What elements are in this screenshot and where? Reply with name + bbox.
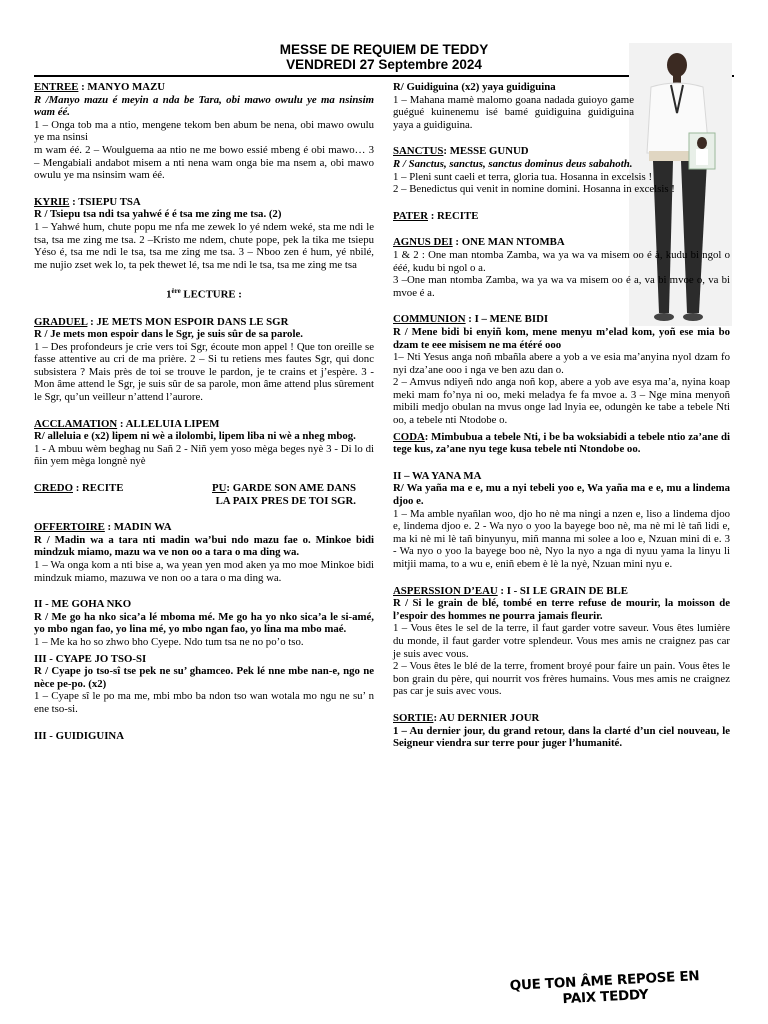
offertoire-refrain: R / Madin wa a tara nti madin wa’bui ndo mazu fae o. Minkoe bidi mindzuk miamo, mazu wa ve non oo a tara o ma ding wa. bbox=[34, 533, 374, 559]
entree-refrain: R /Manyo mazu é meyin a nda be Tara, obi mawo owulu ye ma nsinsim wam éé. bbox=[34, 93, 374, 119]
section-entree bbox=[34, 81, 374, 182]
right-column bbox=[393, 81, 730, 764]
section-credo bbox=[34, 482, 374, 507]
offertoire-label: OFFERTOIRE bbox=[34, 521, 105, 534]
graduel-verses: 1 – Des profondeurs je crie vers toi Sgr, écoute mon appel ! Que ton oreille se fasse attentive au cri de ma prière. 2 – Si tu retiens mes fautes Sgr, qui donc subsistera ? Mais près de toi se trouve le pardon, je te crains et j’espère. 3 - Mon âme attend le Sgr, je suis sûr de sa parole, mon âme attend plus sûrement le Sgr, qu’un veilleur n’attend l’aurore. bbox=[34, 340, 374, 404]
graduel-label: GRADUEL bbox=[34, 315, 88, 328]
wayana-refrain: R/ Wa yaña ma e e, mu a nyi tebeli yoo e, Wa yaña ma e e, mu a lindema djoo e. bbox=[393, 482, 730, 508]
asperssion-label: ASPERSSION D’EAU bbox=[393, 584, 498, 597]
asperssion-refrain: R / Si le grain de blé, tombé en terre refuse de mourir, la moisson de l’espoir des hommes ne pourra jamais fleurir. bbox=[393, 597, 730, 622]
section-sortie bbox=[393, 712, 730, 750]
section-coda bbox=[393, 431, 730, 456]
section-agnus bbox=[393, 236, 730, 299]
cyape-title: III - CYAPE JO TSO-SI bbox=[34, 652, 147, 665]
left-column bbox=[34, 81, 374, 742]
goha-title: II - ME GOHA NKO bbox=[34, 598, 132, 611]
guidiguina-refrain: R/ Guidiguina (x2) yaya guidiguina bbox=[393, 81, 556, 93]
section-wayana bbox=[393, 470, 730, 571]
pater-title: : RECITE bbox=[430, 209, 479, 222]
sanctus-label: SANCTUS bbox=[393, 145, 444, 158]
sortie-title: : AU DERNIER JOUR bbox=[433, 711, 540, 724]
graduel-title: : JE METS MON ESPOIR DANS LE SGR bbox=[90, 315, 289, 328]
communion-label: COMMUNION bbox=[393, 313, 466, 326]
goha-refrain: R / Me go ha nko sica’a lé mboma mé. Me go ha yo nko sica’a le si-amé, yo mbo ngan fao, yo lina mé, yo mbo ngan fao, yo lina ma mbo maé. bbox=[34, 610, 374, 636]
section-graduel bbox=[34, 316, 374, 404]
lecture-sup: ère bbox=[171, 287, 181, 296]
entree-verse-1: 1 – Onga tob ma a ntio, mengene tekom ben abum be nena, obi mawo owulu ye ma nsinsi bbox=[34, 118, 374, 144]
page-title: MESSE DE REQUIEM DE TEDDY bbox=[279, 42, 489, 57]
agnus-verse-2: 3 –One man ntomba Zamba, wa ya wa va misem oo é a, va bi mvoe o, va bi mvoe é a. bbox=[393, 274, 730, 299]
pu-title-2: LA PAIX PRES DE TOI SGR. bbox=[215, 494, 356, 507]
kyrie-label: KYRIE bbox=[34, 195, 70, 208]
wayana-title: II – WA YANA MA bbox=[393, 469, 482, 482]
kyrie-verses: 1 – Yahwé hum, chute popu me nfa me zewek lo yé ndem weké, sta me ndi le tsa, tsa me zing me tsa. 2 –Kristo me ndem, chute pope, pek la tika me tsiepu Yéso é, tsa me ndi le tsa, tsa me zing me tsa. 3 – Nboo zen é hum, yé nbilé, me nujio zset wek lo, ta pek thewet lé, tsa me ndi le tsa, tsa me zing me tsa bbox=[34, 220, 374, 271]
asperssion-verse-2: 2 – Vous êtes le blé de la terre, froment broyé pour faire un pain. Vous êtes le bon grain du père, qui nourrit vos frères humains. Vous mes amis ne craignez pas car je suis avec vous. bbox=[393, 660, 730, 698]
wayana-verses: 1 – Ma amble nyañlan woo, djo ho nè ma ningi a nzen e, liso a lindema djoo e, lindema djoo e. 2 - Wa nyo o yoo la bayege boo nè, ma nè mi lè tañ lidi e, ma ki nè mi lè tañ binyunyu, miñ manna mi solee a loo e, Nzuan mini di e. 3 - Wa nyo o yoo la bayege boo nè, Nyo la nyo a nga di nyuu yama la linyu li mitjii mama, to a wu e, eniñ ebem è lè la nyè, Nzuan mini nyu e. bbox=[393, 507, 730, 570]
guidiguina-title: III - GUIDIGUINA bbox=[34, 729, 124, 742]
pu-title: : GARDE SON AME DANS bbox=[226, 482, 356, 495]
memorial-slogan: QUE TON ÂME REPOSE EN PAIX TEDDY bbox=[509, 968, 700, 1008]
pu-label: PU bbox=[212, 482, 227, 495]
coda-label: CODA bbox=[393, 430, 425, 443]
section-pater bbox=[393, 210, 730, 223]
acclamation-title: : ALLELUIA LIPEM bbox=[119, 417, 220, 430]
entree-title: : MANYO MAZU bbox=[81, 81, 166, 93]
agnus-label: AGNUS DEI bbox=[393, 236, 453, 249]
entree-label: ENTREE bbox=[34, 81, 79, 93]
sortie-label: SORTIE bbox=[393, 711, 434, 724]
sortie-verse: 1 – Au dernier jour, du grand retour, dans la clarté d’un ciel nouveau, le Seigneur viendra sur terre pour juger l’humanité. bbox=[393, 724, 730, 750]
section-acclamation bbox=[34, 418, 374, 468]
section-sanctus bbox=[393, 145, 730, 195]
asperssion-title: : I - SI LE GRAIN DE BLE bbox=[500, 584, 628, 597]
section-goha bbox=[34, 598, 374, 648]
cyape-verse: 1 – Cyape sî le po ma me, mbi mbo ba ndon tso wan wotala mo ngu ne su’ n ene tso-si. bbox=[34, 690, 374, 715]
lecture-num: 1 bbox=[166, 288, 172, 301]
communion-refrain: R / Mene bidi bi enyiñ kom, mene menyu m’elad kom, yoñ ese mia bo dzam te eee misisem ne ma étéré ooo bbox=[393, 325, 730, 351]
goha-verse: 1 – Me ka ho so zhwo bho Cyepe. Ndo tum tsa ne no po’o tso. bbox=[34, 635, 304, 648]
lecture-text: LECTURE : bbox=[183, 288, 242, 301]
communion-title: : I – MENE BIDI bbox=[468, 313, 549, 326]
page-date: VENDREDI 27 Septembre 2024 bbox=[286, 57, 482, 72]
section-lecture bbox=[34, 285, 374, 301]
communion-verse-1: 1– Nti Yesus anga noñ mbañla abere a yob a ve esia ma’anyina nyol dzam fo nyi dza’ane ooo i nga ve ben azu dan o. bbox=[393, 351, 730, 376]
sanctus-verse-1: 1 – Pleni sunt caeli et terra, gloria tua. Hosanna in excelsis ! bbox=[393, 170, 653, 183]
section-kyrie bbox=[34, 196, 374, 272]
credo-title: : RECITE bbox=[75, 482, 124, 495]
graduel-refrain: R / Je mets mon espoir dans le Sgr, je suis sûr de sa parole. bbox=[34, 328, 303, 341]
acclamation-refrain: R/ alleluia e (x2) lipem ni wè a ilolombi, lipem liba ni wè a nheg mbog. bbox=[34, 430, 356, 443]
section-cyape bbox=[34, 653, 374, 716]
kyrie-refrain: R / Tsiepu tsa ndi tsa yahwé é é tsa me zing me tsa. (2) bbox=[34, 208, 282, 221]
cyape-refrain: R / Cyape jo tso-sî tse pek ne su’ ghamceo. Pek lé nne mbe nan-e, ngo ne nèce pe-po. (x2) bbox=[34, 665, 374, 690]
section-offertoire bbox=[34, 521, 374, 584]
pater-label: PATER bbox=[393, 209, 428, 222]
guidiguina-verse: 1 – Mahana mamè malomo goana nadada guioyo game guégué kuinenemu isé bamé guidiguina guidiguina yaya a guidiguina. bbox=[393, 93, 634, 131]
coda-text: : Mimbubua a tebele Nti, i be ba woksiabidi a tebele ntio za’ane di tege kus, za’ane nyu tege kusa tebele nti Ntondobe oo. bbox=[393, 430, 730, 456]
entree-verse-2: m wam éé. 2 – Woulguema aa ntio ne me bowo essié mbeng é obi mawo… 3 – Mengabiali andabot misem a nti nena wam onga bie ma nsem a, obi mawo owulu ye ma nsinsim wam éé. bbox=[34, 143, 374, 182]
acclamation-verses: 1 - A mbuu wèm beghag nu Sañ 2 - Niñ yem yoso mèga beges nyè 3 - Di lo di ñin yem mèga longnè nyè bbox=[34, 442, 374, 468]
agnus-title: : ONE MAN NTOMBA bbox=[455, 236, 565, 249]
sanctus-title: : MESSE GUNUD bbox=[443, 145, 529, 158]
offertoire-title: : MADIN WA bbox=[107, 521, 172, 534]
section-communion bbox=[393, 313, 730, 426]
kyrie-title: : TSIEPU TSA bbox=[72, 195, 141, 208]
acclamation-label: ACCLAMATION bbox=[34, 417, 118, 430]
credo-label: CREDO bbox=[34, 482, 73, 495]
sanctus-refrain: R / Sanctus, sanctus, sanctus dominus deus sabahoth. bbox=[393, 157, 633, 170]
asperssion-verse-1: 1 – Vous êtes le sel de la terre, il faut garder votre saveur. Vous êtes lumière du monde, il faut garder votre splendeur. Vous mes amis ne craignez pas car je suis avec vous. bbox=[393, 622, 730, 660]
section-guidiguina bbox=[393, 81, 730, 131]
agnus-verse-1: 1 & 2 : One man ntomba Zamba, wa ya wa va misem oo é à, kudu bi ngol o ééé, kudu bi ngol o a. bbox=[393, 248, 730, 274]
communion-verse-2: 2 – Amvus ndiyeñ ndo anga noñ kop, abere a yob ave esya ma’a, nyina koap meki mam fo’nya ni oo, meki meladya fe fa mvoe a. 3 – Nge mina menyoñ mibili medjo obulan na mvus onge lad lnyia ee, odungèn ke tabe a tebele Nti oo, a tebele nti Ntodobe o. bbox=[393, 376, 730, 427]
section-asperssion bbox=[393, 585, 730, 698]
offertoire-verses: 1 – Wa onga kom a nti bise a, wa yean yen mod aken ya mo moe Minkoe bidi mindzuk miamo, mazuwa ve non oo a tara o ma ding wa. bbox=[34, 559, 374, 584]
sanctus-verse-2: 2 – Benedictus qui venit in nomine domini. Hosanna in excelsis ! bbox=[393, 183, 675, 196]
